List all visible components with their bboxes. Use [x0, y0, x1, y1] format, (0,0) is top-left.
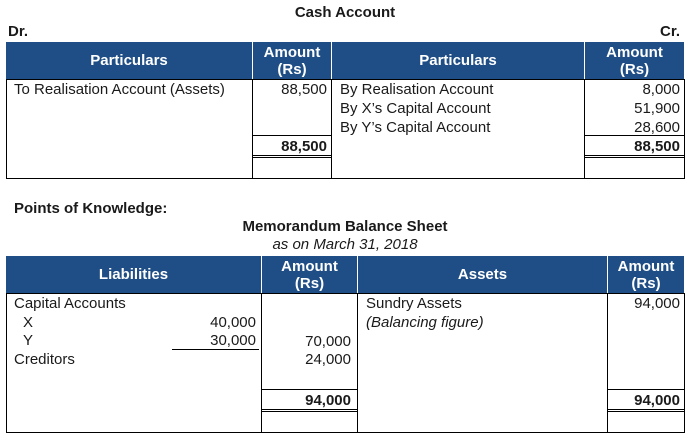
memo-table-border — [684, 293, 685, 433]
cash-table-border — [331, 79, 332, 179]
cash-debit-total-underline — [252, 157, 332, 158]
cash-credit-amount-header: Amount (Rs) — [585, 42, 684, 79]
cash-credit-total-underline — [584, 157, 685, 158]
memo-sundry-assets-label: Sundry Assets — [366, 295, 462, 312]
memo-table-border — [357, 293, 358, 433]
memo-creditors-amount: 24,000 — [305, 351, 351, 368]
cash-credit-particulars: By Y’s Capital Account — [340, 119, 491, 136]
memo-assets-header: Assets — [358, 256, 607, 293]
memo-asset-total-rule — [607, 389, 685, 390]
memo-liab-total-underline — [261, 411, 358, 412]
points-of-knowledge-heading: Points of Knowledge: — [14, 200, 168, 217]
memo-sundry-assets-amount: 94,000 — [634, 295, 680, 312]
memo-capital-total: 70,000 — [305, 333, 351, 350]
memo-table-bottom — [6, 432, 685, 433]
cash-credit-amount: 28,600 — [634, 119, 680, 136]
memo-asset-total: 94,000 — [634, 392, 680, 409]
memo-sundry-assets-note: (Balancing figure) — [366, 314, 484, 331]
cash-table-bottom — [6, 178, 685, 179]
cash-debit-amount: 88,500 — [281, 81, 327, 98]
cash-credit-particulars: By Realisation Account — [340, 81, 494, 98]
memo-liab-total-rule — [261, 389, 358, 390]
memo-capital-y-amount: 30,000 — [210, 332, 256, 349]
memo-table-border — [6, 293, 7, 433]
memo-table-border — [607, 293, 608, 433]
cash-debit-particulars: To Realisation Account (Assets) — [14, 81, 225, 98]
memo-capital-x-amount: 40,000 — [210, 314, 256, 331]
cash-credit-amount: 51,900 — [634, 100, 680, 117]
cash-credit-amount: 8,000 — [642, 81, 680, 98]
cash-account-title: Cash Account — [294, 4, 396, 21]
memo-liabilities-header: Liabilities — [6, 256, 261, 293]
memo-asset-amount-header: Amount (Rs) — [608, 256, 684, 293]
memo-balance-sheet-date: as on March 31, 2018 — [272, 236, 418, 253]
cash-debit-particulars-header: Particulars — [6, 42, 252, 79]
memo-capital-x-label: X — [23, 314, 34, 331]
cash-debit-amount-header: Amount (Rs) — [253, 42, 331, 79]
memo-asset-total-underline — [607, 411, 685, 412]
cash-debit-total-rule — [252, 135, 332, 136]
cash-credit-particulars-header: Particulars — [332, 42, 584, 79]
memo-capital-y-label: Y — [23, 332, 34, 349]
cash-table-border — [6, 79, 7, 179]
cash-credit-particulars: By X’s Capital Account — [340, 100, 491, 117]
memo-capital-accounts-label: Capital Accounts — [14, 295, 126, 312]
memo-liab-amount-header: Amount (Rs) — [262, 256, 357, 293]
cash-table-border — [684, 79, 685, 179]
memo-balance-sheet-title: Memorandum Balance Sheet — [242, 218, 448, 235]
cash-credit-total: 88,500 — [634, 138, 680, 155]
memo-creditors-label: Creditors — [14, 351, 75, 368]
debit-marker: Dr. — [8, 23, 29, 40]
cash-debit-total: 88,500 — [281, 138, 327, 155]
memo-liab-total: 94,000 — [305, 392, 351, 409]
credit-marker: Cr. — [659, 23, 680, 40]
